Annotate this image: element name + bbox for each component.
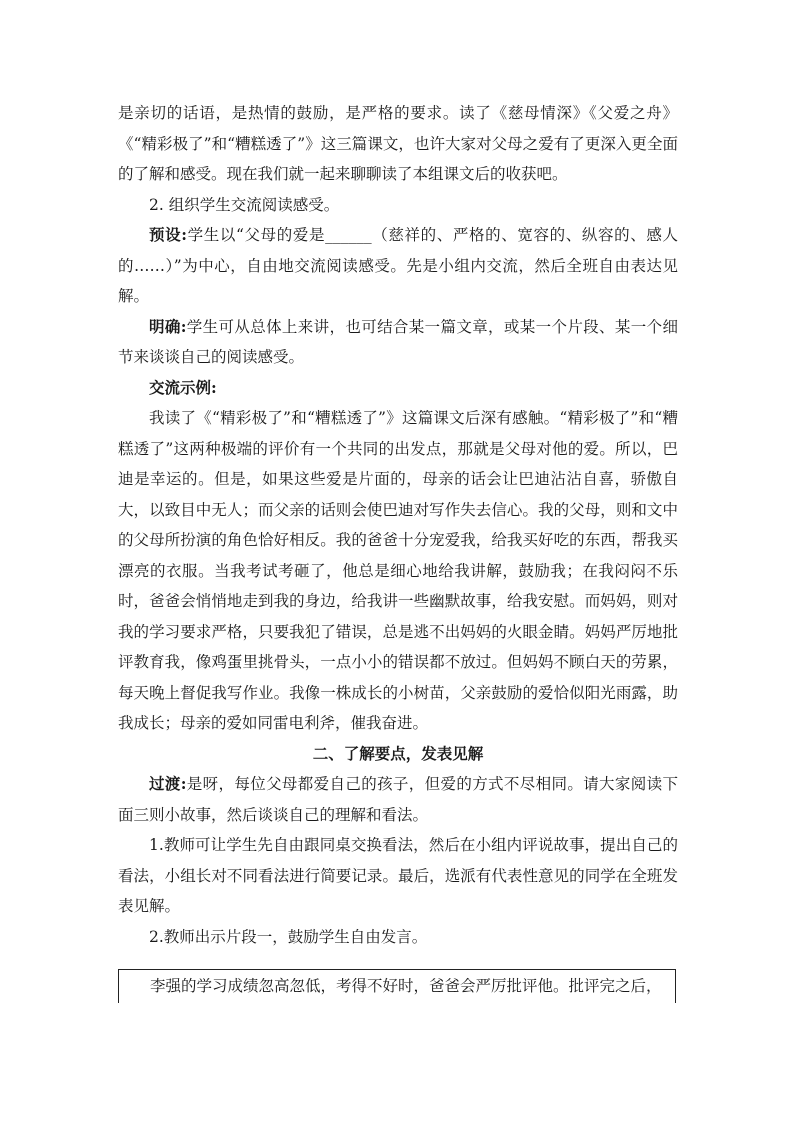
document-body <box>118 98 678 952</box>
section-heading: 二、了解要点，发表见解 <box>312 743 484 763</box>
label-clarify: 明确: <box>149 316 187 336</box>
paragraph-step-2: 2. 组织学生交流阅读感受。 <box>149 195 340 214</box>
label-transition: 过渡: <box>149 774 187 793</box>
text-transition: 是呀，每位父母都爱自己的孩子，但爱的方式不尽相同。请大家阅读下面三则小故事，然后谈谈自己的理解和看法。 <box>118 775 678 824</box>
story-text: 李强的学习成绩忽高忽低，考得不好时，爸爸会严厉批评他。批评完之后， <box>150 977 662 995</box>
label-preset: 预设: <box>149 225 187 244</box>
paragraph-step-2b: 2.教师出示片段一，鼓励学生自由发言。 <box>149 927 428 946</box>
paragraph-step-1: 1.教师可让学生先自由跟同桌交换看法，然后在小组内评说故事，提出自己的看法，小组长对不同看法进行简要记录。最后，选派有代表性意见的同学在全班发表见解。 <box>118 836 678 915</box>
paragraph-intro: 是亲切的话语，是热情的鼓励，是严格的要求。读了《慈母情深》《父爱之舟》《“精彩极了”和“糟糕透了”》这三篇课文，也许大家对父母之爱有了更深入更全面的了解和感受。现在我们就一起来聊聊读了本组课文后的收获吧。 <box>118 104 678 183</box>
text-preset: 学生以“父母的爱是______（慈祥的、严格的、宽容的、纵容的、感人的……）”为中心，自由地交流阅读感受。先是小组内交流，然后全班自由表达见解。 <box>118 226 678 305</box>
text-clarify: 学生可从总体上来讲，也可结合某一篇文章，或某一个片段、某一个细节来谈谈自己的阅读感受。 <box>118 317 678 366</box>
label-example: 交流示例: <box>149 377 217 397</box>
story-box <box>118 969 676 1003</box>
paragraph-transition <box>118 769 678 830</box>
paragraph-example: 我读了《“精彩极了”和“糟糕透了”》这篇课文后深有感触。“精彩极了”和“糟糕透了”这两种极端的评价有一个共同的出发点，那就是父母对他的爱。所以，巴迪是幸运的。但是，如果这些爱是片面的，母亲的话会让巴迪沾沾自喜，骄傲自大，以致目中无人；而父亲的话则会使巴迪对写作失去信心。我的父母，则和文中的父母所扮演的角色恰好相反。我的爸爸十分宠爱我，给我买好吃的东西，帮我买漂亮的衣服。当我考试考砸了，他总是细心地给我讲解，鼓励我；在我闷闷不乐时，爸爸会悄悄地走到我的身边，给我讲一些幽默故事，给我安慰。而妈妈，则对我的学习要求严格，只要我犯了错误，总是逃不出妈妈的火眼金睛。妈妈严厉地批评教育我，像鸡蛋里挑骨头，一点小小的错误都不放过。但妈妈不顾白天的劳累，每天晚上督促我写作业。我像一株成长的小树苗，父亲鼓励的爱恰似阳光雨露，助我成长；母亲的爱如同雷电利斧，催我奋进。 <box>118 409 678 732</box>
paragraph-clarify <box>118 312 678 373</box>
paragraph-preset <box>118 220 678 312</box>
